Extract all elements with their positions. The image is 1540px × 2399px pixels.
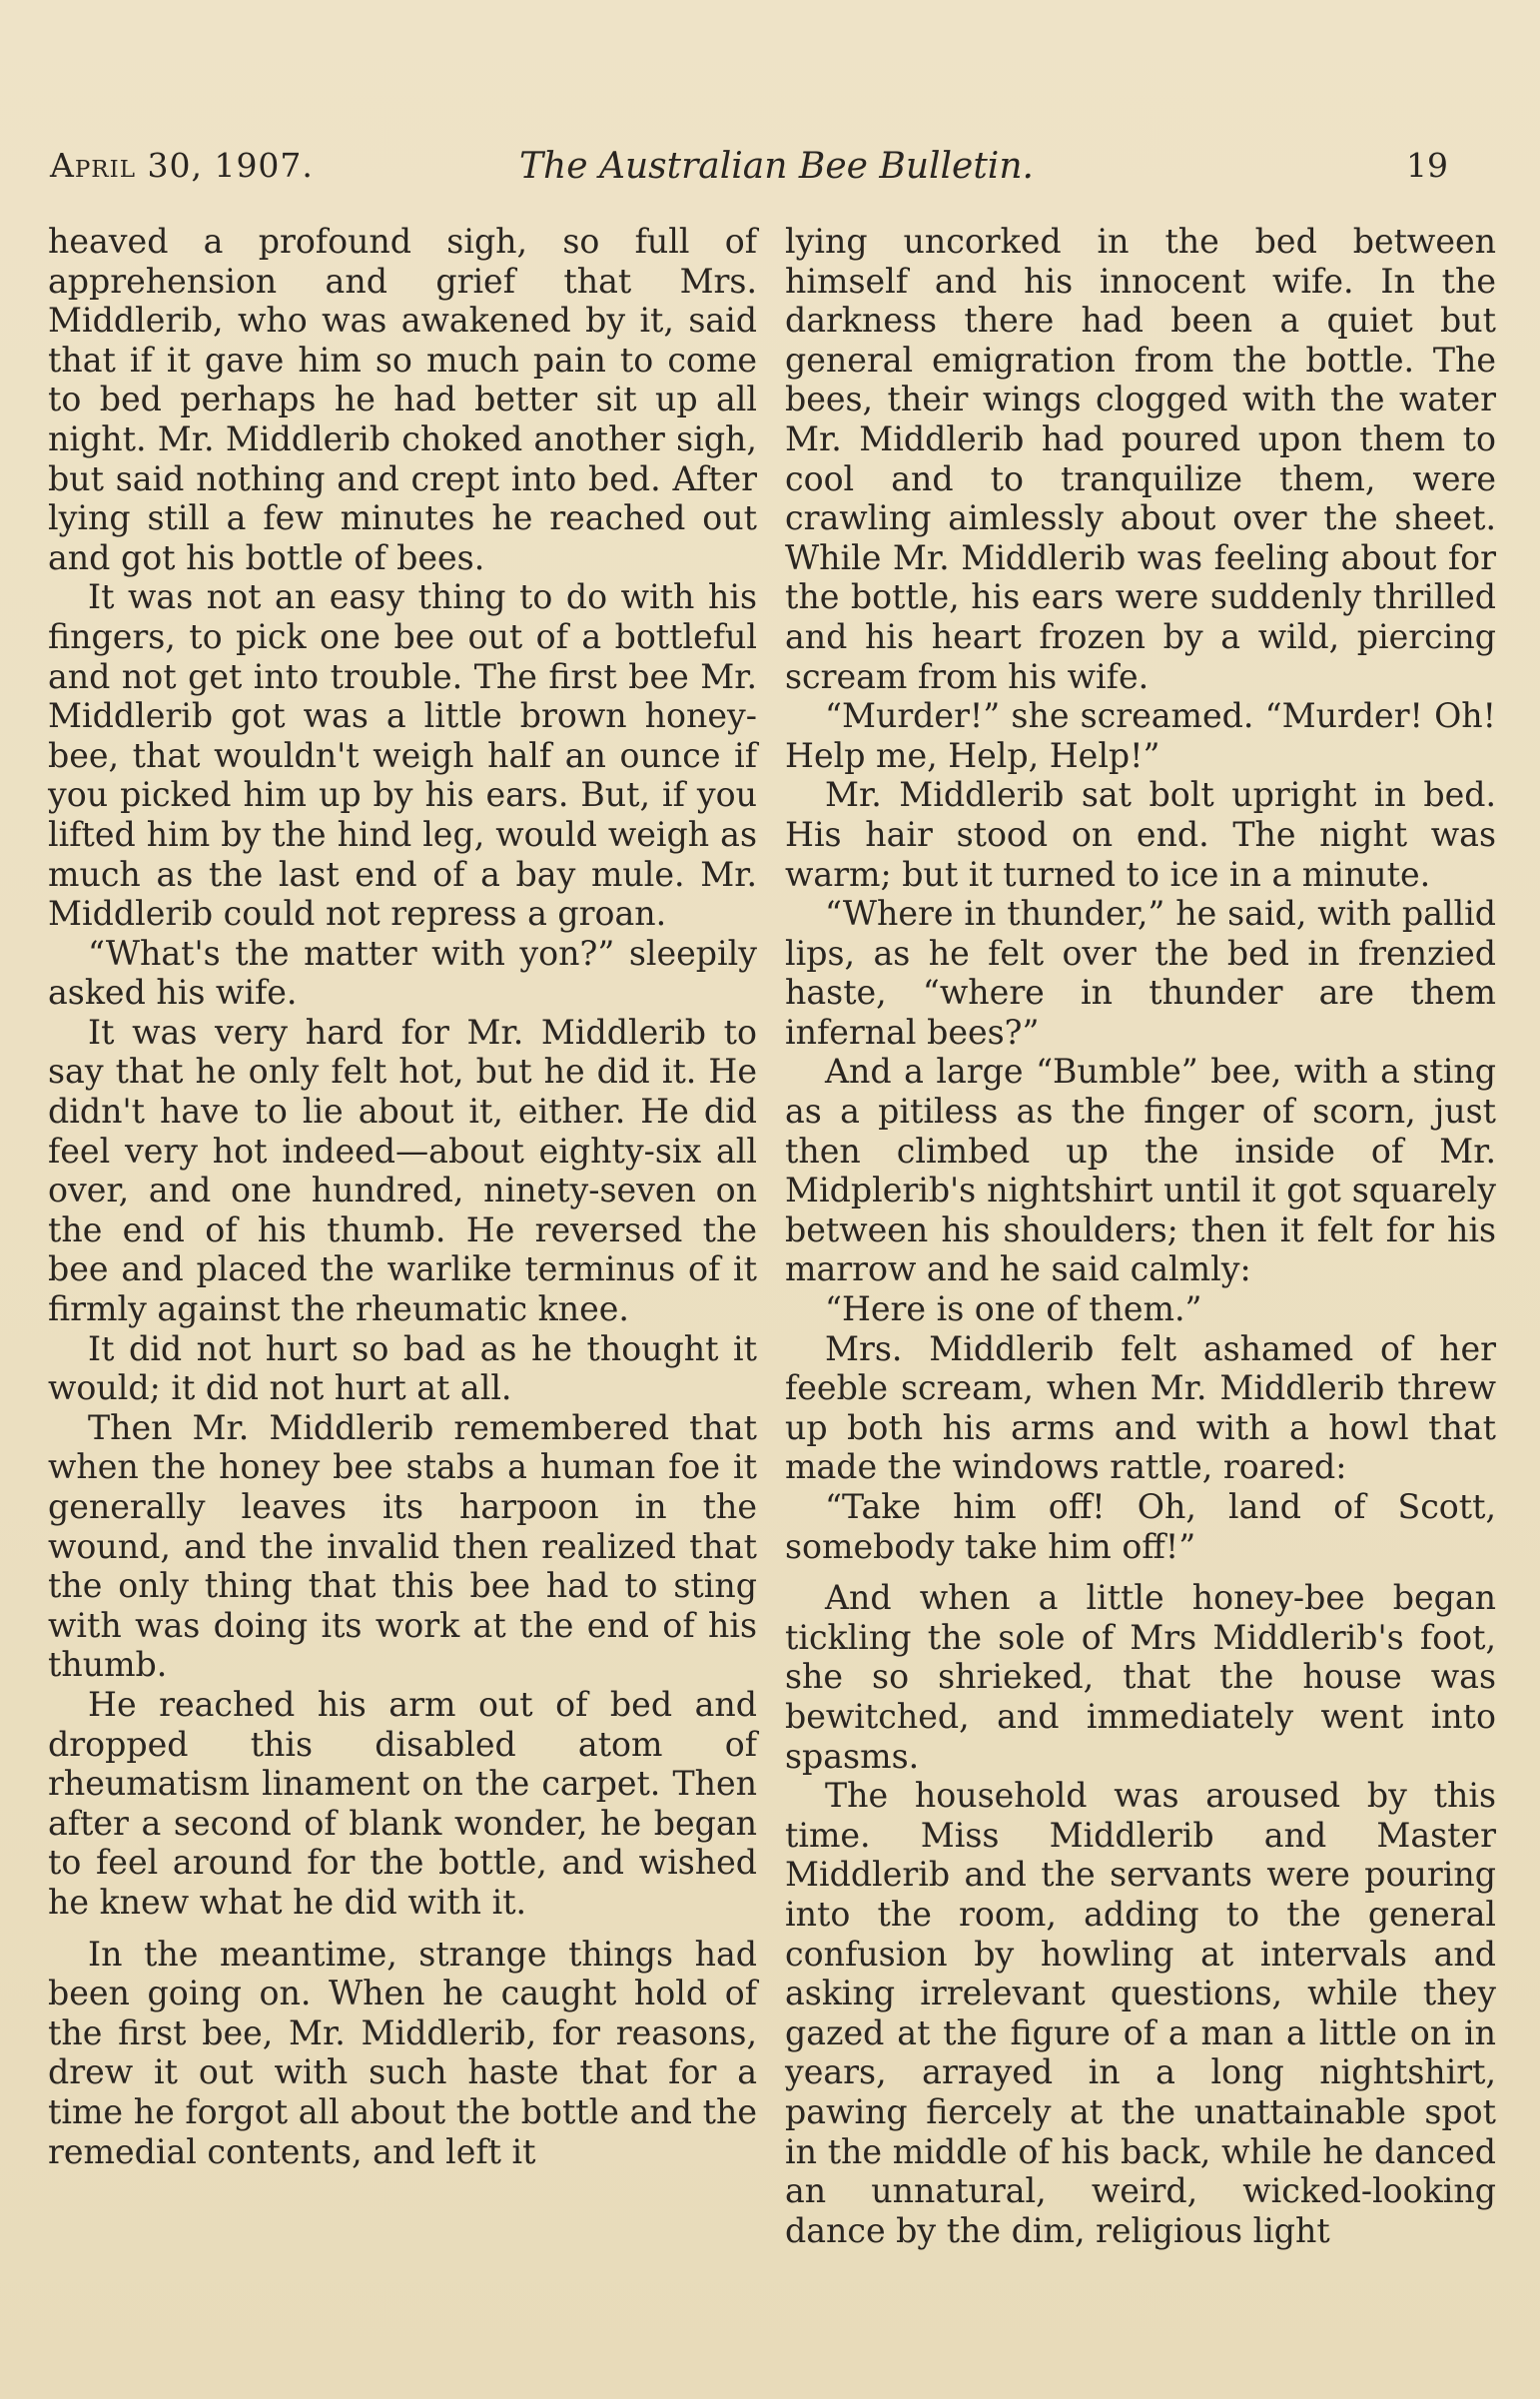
page-header (50, 146, 1448, 196)
paragraph: It was not an easy thing to do with his fingers, to pick one bee out of a bottleful and not get into trouble. The first bee Mr. Middlerib got was a little brown honey-bee, that wouldn't weigh half an ounce if you picked him up by his ears. But, if you lifted him by the hind leg, would weigh as much as the last end of a bay mule. Mr. Middlerib could not repress a groan. (48, 577, 757, 934)
paragraph: And a large “Bumble” bee, with a sting as a pitiless as the finger of scorn, just then climbed up the inside of Mr. Midplerib's nightshirt until it got squarely between his shoulders; then it felt for his marrow and he said calmly: (785, 1052, 1496, 1289)
paragraph: And when a little honey-bee began tickling the sole of Mrs Middlerib's foot, she so shrieked, that the house was bewitched, and immediately went into spasms. (785, 1578, 1496, 1776)
paragraph: The household was aroused by this time. Miss Middlerib and Master Middlerib and the servants were pouring into the room, adding to the general confusion by howling at intervals and asking irrelevant questions, while they gazed at the figure of a man a little on in years, arrayed in a long nightshirt, pawing fiercely at the unattainable spot in the middle of his back, while he danced an unnatural, weird, wicked-looking dance by the dim, religious light (785, 1776, 1496, 2250)
paragraph: lying uncorked in the bed between himself and his innocent wife. In the darkness there had been a quiet but general emigration from the bottle. The bees, their wings clogged with the water Mr. Middlerib had poured upon them to cool and to tranquilize them, were crawling aimlessly about over the sheet. While Mr. Middlerib was feeling about for the bottle, his ears were suddenly thrilled and his heart frozen by a wild, piercing scream from his wife. (785, 222, 1496, 696)
right-column (785, 222, 1496, 2250)
left-column (48, 222, 757, 2171)
paragraph: “Where in thunder,” he said, with pallid lips, as he felt over the bed in frenzied haste, “where in thunder are them infernal bees?” (785, 894, 1496, 1052)
paragraph: It was very hard for Mr. Middlerib to say that he only felt hot, but he did it. He didn't have to lie about it, either. He did feel very hot indeed—about eighty-six all over, and one hundred, ninety-seven on the end of his thumb. He reversed the bee and placed the warlike terminus of it firmly against the rheumatic knee. (48, 1012, 757, 1329)
paragraph: heaved a profound sigh, so full of apprehension and grief that Mrs. Middlerib, who was awakened by it, said that if it gave him so much pain to come to bed perhaps he had better sit up all night. Mr. Middlerib choked another sigh, but said nothing and crept into bed. After lying still a few minutes he reached out and got his bottle of bees. (48, 222, 757, 577)
page-number: 19 (1406, 146, 1448, 185)
paragraph: Mrs. Middlerib felt ashamed of her feeble scream, when Mr. Middlerib threw up both his arms and with a howl that made the windows rattle, roared: (785, 1328, 1496, 1487)
paragraph: It did not hurt so bad as he thought it would; it did not hurt at all. (48, 1328, 757, 1408)
paragraph: “Take him off! Oh, land of Scott, somebody take him off!” (785, 1487, 1496, 1566)
issue-date: April 30, 1907. (50, 146, 314, 185)
publication-title: The Australian Bee Bulletin. (519, 146, 1034, 187)
paragraph: He reached his arm out of bed and dropped this disabled atom of rheumatism linament on the carpet. Then after a second of blank wonder, he began to feel around for the bottle, and wished he knew what he did with it. (48, 1684, 757, 1922)
paragraph: Mr. Middlerib sat bolt upright in bed. His hair stood on end. The night was warm; but it turned to ice in a minute. (785, 775, 1496, 894)
paragraph: “Here is one of them.” (825, 1289, 1202, 1329)
paragraph: “What's the matter with yon?” sleepily asked his wife. (48, 933, 757, 1013)
paragraph: In the meantime, strange things had been going on. When he caught hold of the first bee, Mr. Middlerib, for reasons, drew it out with such haste that for a time he forgot all about the bottle and the remedial contents, and left it (48, 1934, 757, 2171)
paragraph: “Murder!” she screamed. “Murder! Oh! Help me, Help, Help!” (785, 696, 1496, 775)
paragraph: Then Mr. Middlerib remembered that when the honey bee stabs a human foe it generally leaves its harpoon in the wound, and the invalid then realized that the only thing that this bee had to sting with was doing its work at the end of his thumb. (48, 1407, 757, 1685)
